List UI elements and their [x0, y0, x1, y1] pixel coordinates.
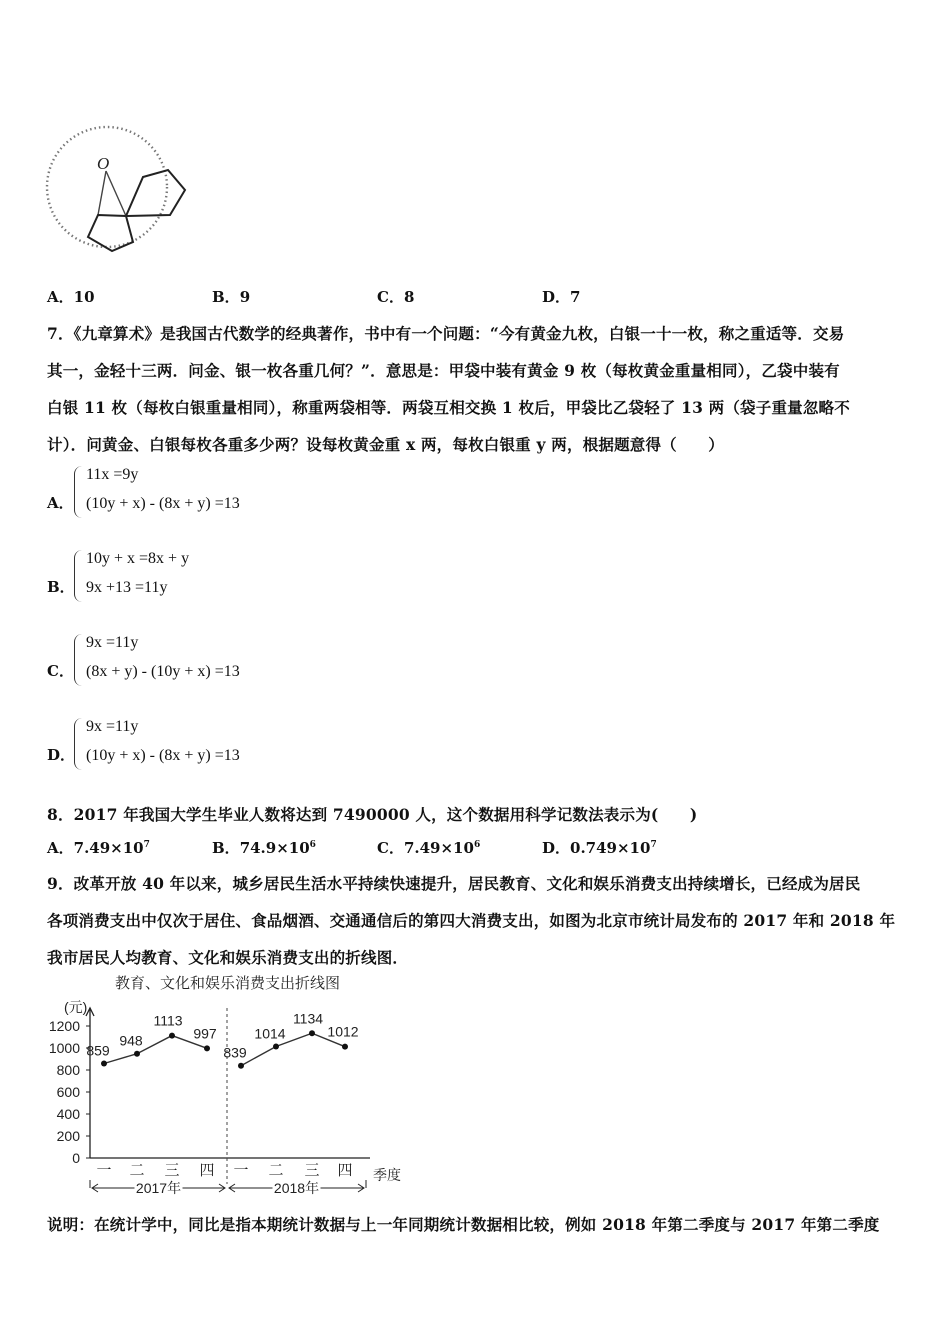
- q7-option-a-eq2: (10y + x) - (8x + y) =13: [86, 495, 240, 512]
- data-label: 1134: [292, 1010, 324, 1027]
- q7-option-d-eq2: (10y + x) - (8x + y) =13: [86, 747, 240, 764]
- x-axis-label: 季度: [373, 1167, 401, 1183]
- q7-option-a-brace: [74, 466, 83, 518]
- data-label: 1113: [153, 1012, 183, 1029]
- q6-option-d[interactable]: D．7: [542, 288, 581, 306]
- data-point: [342, 1044, 348, 1050]
- data-point: [204, 1045, 210, 1051]
- q7-option-a-label[interactable]: A．: [47, 494, 74, 512]
- q7-option-d-brace: [74, 718, 83, 770]
- quarter-label: 三: [304, 1162, 320, 1179]
- quarter-label: 一: [96, 1162, 112, 1179]
- quarter-label: 三: [164, 1162, 180, 1179]
- q7-option-c-eq1: 9x =11y: [86, 634, 139, 651]
- data-label: 948: [119, 1032, 143, 1049]
- y-axis-label: (元): [64, 999, 88, 1015]
- q6-option-a[interactable]: A．10: [47, 288, 95, 306]
- y-tick-label: 1200: [48, 1018, 80, 1034]
- y-tick-label: 200: [56, 1128, 80, 1144]
- year-label: 2018年: [273, 1180, 320, 1196]
- q9-line-1: 9．改革开放 40 年以来，城乡居民生活水平持续快速提升，居民教育、文化和娱乐消费支出持续增长，已经成为居民: [47, 874, 861, 893]
- q9-line-3: 我市居民人均教育、文化和娱乐消费支出的折线图．: [47, 948, 409, 967]
- q7-option-c-eq2: (8x + y) - (10y + x) =13: [86, 663, 240, 680]
- y-tick-label: 600: [56, 1084, 80, 1100]
- q7-option-b-label[interactable]: B．: [47, 578, 75, 596]
- y-tick-label: 800: [56, 1062, 80, 1078]
- y-tick-label: 0: [72, 1150, 80, 1166]
- consumption-line-chart: [40, 970, 420, 1202]
- q7-line-1: 7．《九章算术》是我国古代数学的经典著作，书中有一个问题：“今有黄金九枚，白银一十一枚，称之重适等．交易: [47, 324, 845, 343]
- quarter-label: 二: [129, 1162, 145, 1179]
- pentagon-lower: [88, 215, 133, 251]
- q7-line-4: 计）．问黄金、白银每枚各重多少两？设每枚黄金重 x 两，每枚白银重 y 两，根据题意得（ ）: [47, 435, 724, 454]
- q7-line-3: 白银 11 枚（每枚白银重量相同），称重两袋相等．两袋互相交换 1 枚后，甲袋比乙袋轻了 13 两（袋子重量忽略不: [47, 398, 850, 417]
- data-point: [169, 1033, 175, 1039]
- q7-option-d-label[interactable]: D．: [47, 746, 76, 764]
- data-point: [134, 1051, 140, 1057]
- q7-option-b-eq2: 9x +13 =11y: [86, 579, 168, 596]
- data-label: 839: [223, 1044, 247, 1061]
- chart-title: 教育、文化和娱乐消费支出折线图: [115, 975, 341, 992]
- data-label: 859: [86, 1042, 110, 1059]
- q6-option-b[interactable]: B．9: [212, 288, 251, 306]
- data-point: [238, 1063, 244, 1069]
- y-tick-label: 1000: [48, 1040, 80, 1056]
- q8-option-b[interactable]: B．$74.9\times 10^6$: [212, 839, 316, 857]
- quarter-label: 一: [233, 1162, 249, 1179]
- data-point: [273, 1043, 279, 1049]
- dotted-circle: [47, 127, 167, 247]
- data-label: 1014: [254, 1025, 286, 1042]
- quarter-label: 四: [199, 1162, 215, 1179]
- quarter-label: 二: [268, 1162, 284, 1179]
- y-tick-label: 400: [56, 1106, 80, 1122]
- q7-option-b-brace: [74, 550, 83, 602]
- q8-option-d[interactable]: D．$0.749\times 10^7$: [542, 839, 657, 857]
- q7-line-2: 其一，金轻十三两．问金、银一枚各重几何？”．意思是：甲袋中装有黄金 9 枚（每枚黄金重量相同），乙袋中装有: [47, 361, 840, 380]
- quarter-label: 四: [337, 1162, 353, 1179]
- pentagon-upper: [126, 170, 185, 216]
- q9-line-2: 各项消费支出中仅次于居住、食品烟酒、交通通信后的第四大消费支出，如图为北京市统计局发布的 2017 年和 2018 年: [47, 911, 896, 930]
- q7-option-b-eq1: 10y + x =8x + y: [86, 550, 190, 567]
- q8-option-a[interactable]: A．$7.49\times 10^7$: [47, 839, 150, 857]
- radius-line-2: [106, 171, 126, 216]
- q7-option-c-label[interactable]: C．: [47, 662, 74, 680]
- data-label: 1012: [327, 1023, 359, 1040]
- center-label: O: [97, 154, 110, 173]
- year-label: 2017年: [135, 1180, 182, 1196]
- q6-option-c[interactable]: C．8: [377, 288, 415, 306]
- data-point: [101, 1061, 107, 1067]
- q8-option-c[interactable]: C．$7.49\times 10^6$: [377, 839, 481, 857]
- q9-note: 说明：在统计学中，同比是指本期统计数据与上一年同期统计数据相比较，例如 2018 年第二季度与 2017 年第二季度: [47, 1215, 880, 1234]
- data-label: 997: [193, 1025, 217, 1042]
- q7-option-a-eq1: 11x =9y: [86, 466, 139, 483]
- circle-pentagon-figure: [40, 105, 200, 270]
- radius-line-1: [98, 171, 106, 215]
- data-point: [309, 1030, 315, 1036]
- q7-option-d-eq1: 9x =11y: [86, 718, 139, 735]
- q7-option-c-brace: [74, 634, 83, 686]
- q8-question: 8．2017 年我国大学生毕业人数将达到 7490000 人，这个数据用科学记数法表示为( ): [47, 805, 698, 824]
